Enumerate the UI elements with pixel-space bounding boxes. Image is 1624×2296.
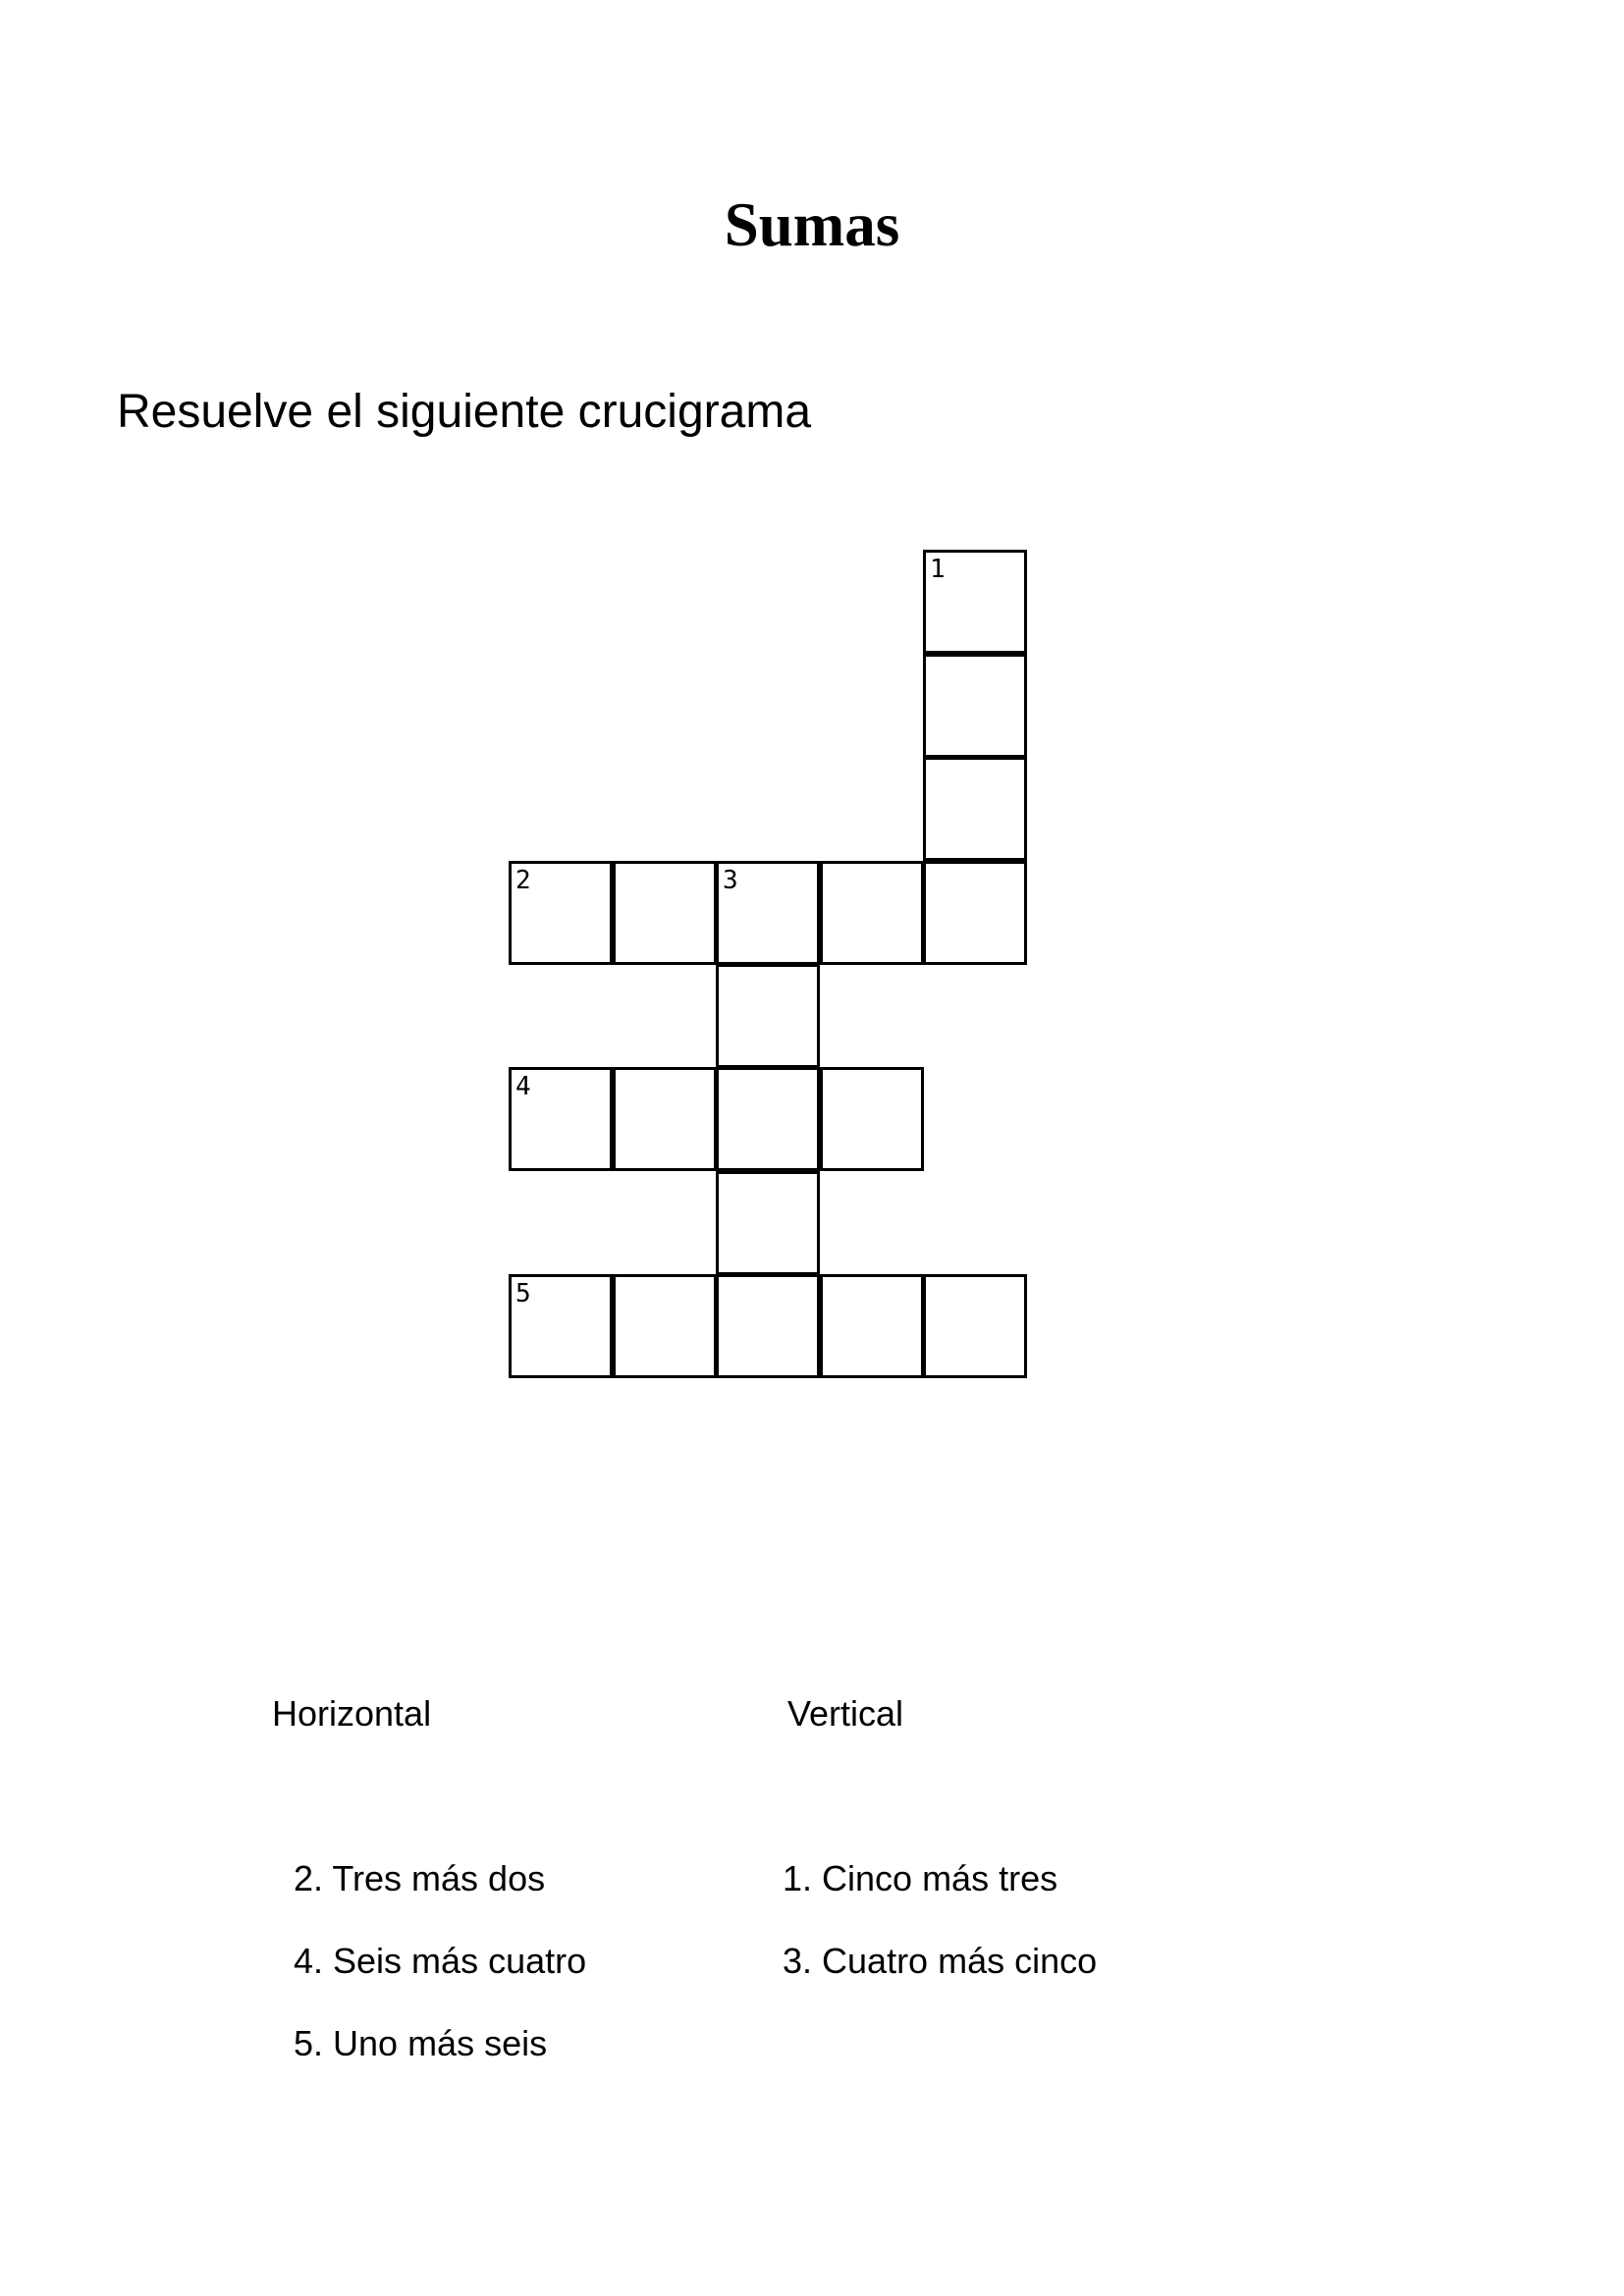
crossword-cell[interactable] <box>820 861 924 965</box>
crossword-cell[interactable] <box>613 861 717 965</box>
clue-number-3: 3 <box>723 866 738 895</box>
crossword-cell[interactable] <box>716 1067 820 1171</box>
crossword-cell[interactable] <box>923 654 1027 758</box>
horizontal-clue: 2. Tres más dos <box>294 1858 546 1898</box>
crossword-cell[interactable] <box>509 861 613 965</box>
vertical-clue: 1. Cinco más tres <box>783 1858 1058 1898</box>
crossword-cell[interactable] <box>820 1274 924 1378</box>
crossword-cell[interactable] <box>923 861 1027 965</box>
crossword-cell[interactable] <box>820 1067 924 1171</box>
clue-number-2: 2 <box>515 866 531 895</box>
vertical-clue: 3. Cuatro más cinco <box>783 1941 1098 1981</box>
clue-number-1: 1 <box>930 555 946 584</box>
page-title: Sumas <box>724 190 900 259</box>
crossword-cell[interactable] <box>716 1274 820 1378</box>
crossword-cell[interactable] <box>923 1274 1027 1378</box>
crossword-cell[interactable] <box>613 1274 717 1378</box>
horizontal-clue: 4. Seis más cuatro <box>294 1941 587 1981</box>
crossword-cell[interactable] <box>613 1067 717 1171</box>
crossword-cell[interactable] <box>716 964 820 1068</box>
crossword-cell[interactable] <box>509 1067 613 1171</box>
crossword-cell[interactable] <box>923 550 1027 654</box>
crossword-cell[interactable] <box>716 1171 820 1275</box>
clue-number-5: 5 <box>515 1279 531 1308</box>
horizontal-clue: 5. Uno más seis <box>294 2023 548 2063</box>
crossword-cell[interactable] <box>716 861 820 965</box>
crossword-cell[interactable] <box>923 757 1027 861</box>
crossword-cell[interactable] <box>509 1274 613 1378</box>
vertical-heading: Vertical <box>787 1693 904 1734</box>
horizontal-heading: Horizontal <box>272 1693 432 1734</box>
instruction-text: Resuelve el siguiente crucigrama <box>117 386 812 438</box>
clue-number-4: 4 <box>515 1072 531 1101</box>
